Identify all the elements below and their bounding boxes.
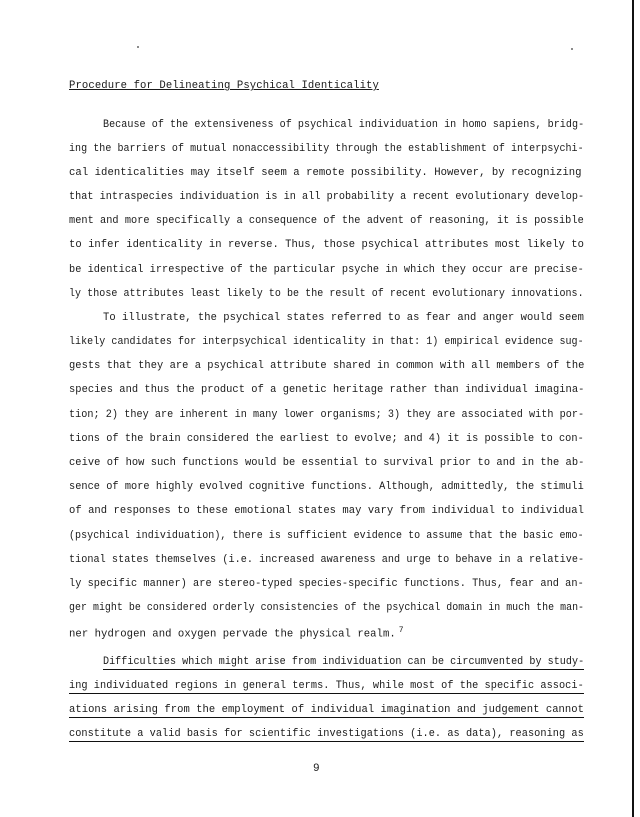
text-line: be identical irrespective of the particular psyche in which they occur are precise- xyxy=(69,264,584,276)
text-line: ger might be considered orderly consistencies of the psychical domain in much the man- xyxy=(69,602,585,614)
section-heading: Procedure for Delineating Psychical Identicality xyxy=(69,80,379,92)
text-line: tion; 2) they are inherent in many lower organisms; 3) they are associated with por- xyxy=(69,409,585,421)
scan-speck xyxy=(571,48,573,50)
text-line: sence of more highly evolved cognitive functions. Although, admittedly, the stimuli xyxy=(69,481,584,493)
text-line: ment and more specifically a consequence of the advent of reasoning, it is possible xyxy=(69,215,584,227)
underlined-text-line xyxy=(69,680,584,692)
footnote-marker: 7 xyxy=(398,626,404,635)
text-line: ly those attributes least likely to be the result of recent evolutionary innovations. xyxy=(69,288,584,300)
text-line: tions of the brain considered the earliest to evolve; and 4) it is possible to con- xyxy=(69,433,584,445)
underlined-text: ations arising from the employment of individual imagination and judgement cannot xyxy=(69,704,585,716)
text-line: (psychical individuation), there is sufficient evidence to assume that the basic emo- xyxy=(69,530,584,542)
page-number: 9 xyxy=(313,763,320,775)
underlined-text-line xyxy=(69,704,584,716)
text-line xyxy=(69,626,404,641)
scan-speck xyxy=(137,46,139,48)
underlined-text: constitute a valid basis for scientific investigations (i.e. as data), reasoning as xyxy=(69,728,584,740)
text-line: to infer identicality in reverse. Thus, those psychical attributes most likely to xyxy=(69,239,585,251)
text-line: ing the barriers of mutual nonaccessibility through the establishment of interpsychi- xyxy=(69,143,584,155)
text-line: gests that they are a psychical attribute shared in common with all members of the xyxy=(69,360,585,372)
text-line: that intraspecies individuation is in all probability a recent evolutionary develop- xyxy=(69,191,585,203)
text-line: Because of the extensiveness of psychical individuation in homo sapiens, bridg- xyxy=(103,119,585,131)
text-line: likely candidates for interpsychical identicality in that: 1) empirical evidence sug- xyxy=(69,336,584,348)
text-line: cal identicalities may itself seem a remote possibility. However, by recognizing xyxy=(69,167,582,179)
text-line: To illustrate, the psychical states referred to as fear and anger would seem xyxy=(103,312,584,324)
page-edge-line xyxy=(632,0,634,817)
underlined-text-line xyxy=(69,728,584,740)
text-line: ceive of how such functions would be essential to survival prior to and in the ab- xyxy=(69,457,585,469)
underlined-text: Difficulties which might arise from individuation can be circumvented by study- xyxy=(103,656,585,668)
underlined-text-line xyxy=(103,656,584,668)
text-line: species and thus the product of a genetic heritage rather than individual imagina- xyxy=(69,384,585,396)
text-line: ly specific manner) are stereo-typed species-specific functions. Thus, fear and an- xyxy=(69,578,584,590)
text-line: of and responses to these emotional states may vary from individual to individual xyxy=(69,505,585,517)
underlined-text: ing individuated regions in general terms. Thus, while most of the specific associ- xyxy=(69,680,584,692)
text-line: tional states themselves (i.e. increased awareness and urge to behave in a relative- xyxy=(69,554,585,566)
text-line-content: ner hydrogen and oxygen pervade the physical realm. xyxy=(69,628,396,641)
